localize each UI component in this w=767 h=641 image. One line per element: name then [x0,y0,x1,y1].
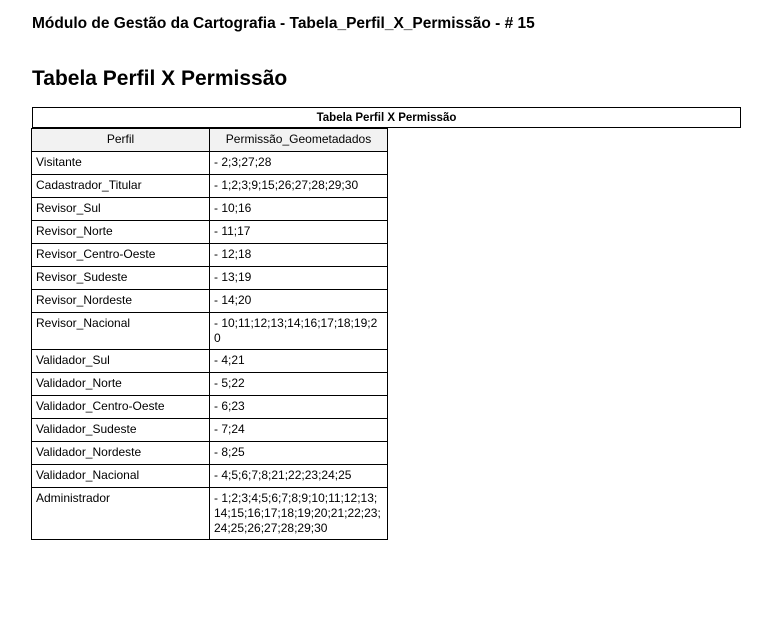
perfil-cell: Validador_Sudeste [32,419,210,442]
table-row [32,221,388,244]
table-row [32,267,388,290]
table-row [32,175,388,198]
table-row [32,198,388,221]
permissao-cell: - 13;19 [210,267,388,290]
table-row [32,465,388,488]
permissao-cell: - 5;22 [210,373,388,396]
table-header-row [32,129,388,152]
permission-table [31,128,388,540]
page-title: Tabela Perfil X Permissão [32,67,288,90]
perfil-cell: Validador_Norte [32,373,210,396]
table-row [32,244,388,267]
column-header-perfil: Perfil [32,129,210,152]
permissao-cell: - 1;2;3;4;5;6;7;8;9;10;11;12;13;14;15;16;17;18;19;20;21;22;23;24;25;26;27;28;29;30 [210,488,388,540]
table-row [32,488,388,540]
permissao-cell: - 4;5;6;7;8;21;22;23;24;25 [210,465,388,488]
permissao-cell: - 8;25 [210,442,388,465]
permissao-cell: - 10;16 [210,198,388,221]
permissao-cell: - 6;23 [210,396,388,419]
table-row [32,442,388,465]
perfil-cell: Revisor_Nordeste [32,290,210,313]
permissao-cell: - 1;2;3;9;15;26;27;28;29;30 [210,175,388,198]
table-row [32,419,388,442]
column-header-permissao: Permissão_Geometadados [210,129,388,152]
permissao-cell: - 7;24 [210,419,388,442]
table-row [32,290,388,313]
permissao-cell: - 11;17 [210,221,388,244]
table-row [32,396,388,419]
table-caption: Tabela Perfil X Permissão [32,107,741,128]
perfil-cell: Validador_Centro-Oeste [32,396,210,419]
permissao-cell: - 4;21 [210,350,388,373]
perfil-cell: Validador_Nacional [32,465,210,488]
permissao-cell: - 10;11;12;13;14;16;17;18;19;20 [210,313,388,350]
perfil-cell: Administrador [32,488,210,540]
permissao-cell: - 12;18 [210,244,388,267]
perfil-cell: Validador_Nordeste [32,442,210,465]
document-header: Módulo de Gestão da Cartografia - Tabela_Perfil_X_Permissão - # 15 [32,15,535,32]
perfil-cell: Cadastrador_Titular [32,175,210,198]
perfil-cell: Revisor_Centro-Oeste [32,244,210,267]
table-row [32,350,388,373]
table-row [32,152,388,175]
permissao-cell: - 2;3;27;28 [210,152,388,175]
permissao-cell: - 14;20 [210,290,388,313]
table-row [32,313,388,350]
perfil-cell: Validador_Sul [32,350,210,373]
perfil-cell: Revisor_Norte [32,221,210,244]
perfil-cell: Revisor_Sul [32,198,210,221]
perfil-cell: Revisor_Nacional [32,313,210,350]
table-row [32,373,388,396]
perfil-cell: Revisor_Sudeste [32,267,210,290]
perfil-cell: Visitante [32,152,210,175]
